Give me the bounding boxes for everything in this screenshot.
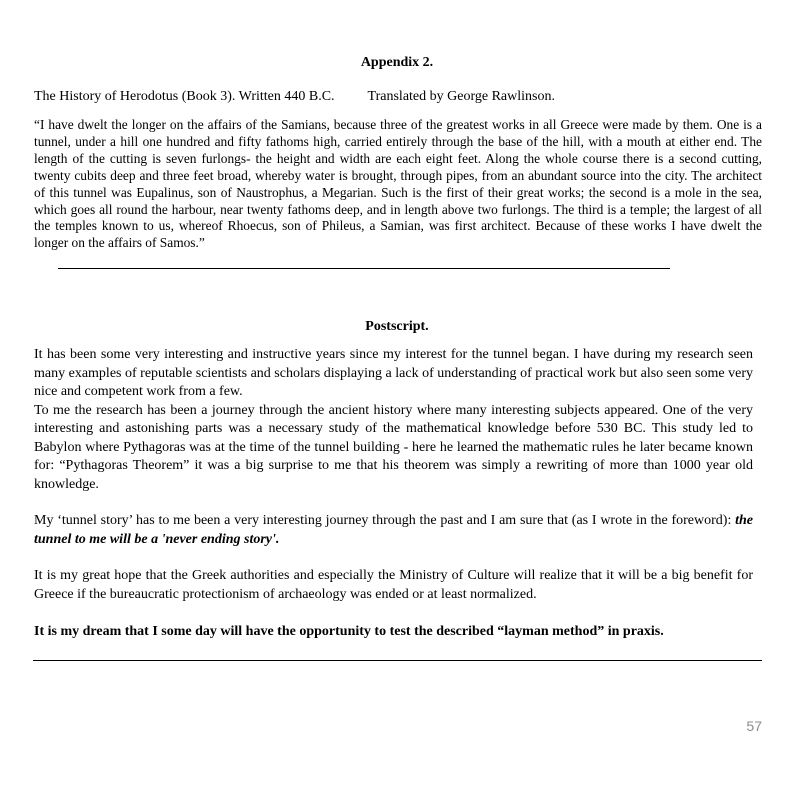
section-divider (58, 268, 670, 269)
source-title: The History of Herodotus (Book 3). Written 440 B.C. (34, 89, 335, 104)
herodotus-quote: “I have dwelt the longer on the affairs of the Samians, because three of the greatest works in all Greece were made by them. One is a tunnel, under a hill one hundred and fifty fathoms high, carried entirely through the base of the hill, with a mouth at either end. The length of the cutting is seven furlongs- the height and width are each eight feet. Along the whole course there is a second cutting, twenty cubits deep and three feet broad, whereby water is brought, through pipes, from an abundant source into the city. The architect of this tunnel was Eupalinus, son of Naustrophus, a Megarian. Such is the first of their great works; the second is a mole in the sea, which goes all round the harbour, near twenty fathoms deep, and in length above two furlongs. The third is a temple; the largest of all the temples known to us, whereof Rhoecus, son of Phileus, a Samian, was first architect. Because of these works I have dwelt the longer on the affairs of Samos.” (34, 117, 762, 251)
footer-divider (33, 660, 762, 661)
paragraph-2-text: My ‘tunnel story’ has to me been a very interesting journey through the past and I am sure that (as I wrote in the foreword): (34, 513, 736, 528)
postscript-paragraph-3: It is my great hope that the Greek authorities and especially the Ministry of Culture will realize that it will be a big benefit for Greece if the bureaucratic protectionism of archaeology was ended or at least normalized. (34, 568, 753, 602)
postscript-closing-statement: It is my dream that I some day will have the opportunity to test the described “layman method” in praxis. (34, 624, 664, 639)
postscript-heading: Postscript. (365, 319, 429, 334)
paragraph-1-part-b: To me the research has been a journey through the ancient history where many interesting subjects appeared. One of the very interesting and astonishing parts was a necessary study of the mathematical knowledge before 530 BC. This study led to Babylon where Pythagoras was at the time of the tunnel building - here he learned the mathematic rules he later became known for: “Pythagoras Theorem” it was a big surprise to me that his theorem was simply a rewriting of more than 1000 year old knowledge. (34, 402, 753, 492)
translator-credit: Translated by George Rawlinson. (367, 89, 555, 104)
paragraph-1-part-a: It has been some very interesting and instructive years since my interest for the tunnel began. I have during my research seen many examples of reputable scientists and scholars displaying a lack of understanding of practical work but also seen some very nice and competent work from a few. (34, 347, 753, 399)
paragraph-2-emphasis: the tunnel to me will be a 'never ending story'. (34, 513, 753, 547)
source-citation (34, 88, 774, 105)
appendix-heading: Appendix 2. (360, 55, 434, 70)
page-number: 57 (746, 718, 762, 734)
postscript-paragraph-1 (34, 346, 753, 494)
postscript-paragraph-2 (34, 512, 753, 549)
